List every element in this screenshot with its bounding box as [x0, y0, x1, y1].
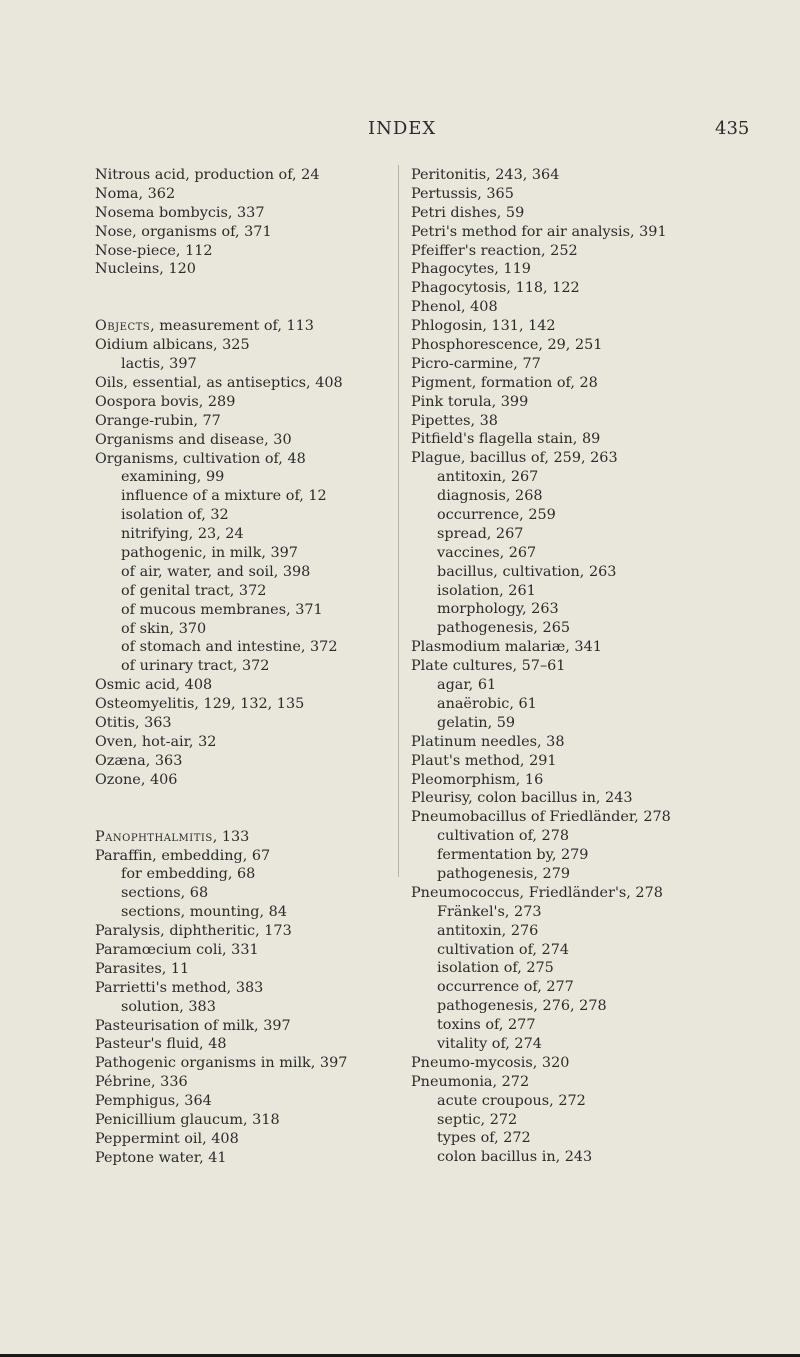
entry-text: of air, water, and soil, 398 — [121, 563, 311, 580]
index-entry — [411, 638, 741, 657]
index-subentry — [411, 600, 741, 619]
entry-text: of genital tract, 372 — [121, 582, 267, 599]
index-subentry — [411, 1148, 741, 1167]
entry-text: of stomach and intestine, 372 — [121, 639, 338, 656]
index-subentry — [95, 865, 395, 884]
index-subentry — [95, 355, 395, 374]
entry-text: nitrifying, 23, 24 — [121, 526, 244, 543]
entry-text: Pipettes, 38 — [411, 412, 498, 429]
entry-text: Peritonitis, 243, 364 — [411, 167, 560, 183]
entry-text: antitoxin, 276 — [437, 922, 539, 939]
entry-text: Pasteur's fluid, 48 — [95, 1036, 227, 1053]
index-entry — [411, 771, 741, 790]
entry-text: Oidium albicans, 325 — [95, 337, 250, 354]
index-entry — [95, 771, 395, 790]
index-entry — [95, 1054, 395, 1073]
index-subentry — [411, 1016, 741, 1035]
index-entry — [411, 657, 741, 676]
index-entry — [95, 204, 395, 223]
entry-text: pathogenesis, 276, 278 — [437, 998, 607, 1015]
column-divider — [398, 165, 399, 877]
entry-text: Petri dishes, 59 — [411, 204, 525, 221]
entry-text: Platinum needles, 38 — [411, 733, 565, 750]
entry-text: anaërobic, 61 — [437, 695, 537, 712]
index-subentry — [411, 525, 741, 544]
entry-text: Pleomorphism, 16 — [411, 771, 544, 788]
entry-text: sections, mounting, 84 — [121, 904, 287, 921]
index-entry — [95, 1130, 395, 1149]
index-subentry — [411, 1092, 741, 1111]
index-subentry — [411, 827, 741, 846]
entry-text: Plague, bacillus of, 259, 263 — [411, 450, 618, 467]
entry-text: Peptone water, 41 — [95, 1149, 227, 1166]
entry-text: vaccines, 267 — [437, 544, 537, 561]
entry-text: Phagocytosis, 118, 122 — [411, 280, 580, 297]
entry-text: Oils, essential, as antiseptics, 408 — [95, 375, 343, 392]
index-column-right — [411, 166, 741, 1167]
index-entry — [411, 449, 741, 468]
page-header — [0, 118, 800, 142]
index-entry — [411, 204, 741, 223]
entry-text: Phenol, 408 — [411, 299, 498, 316]
entry-text: Osmic acid, 408 — [95, 677, 213, 694]
index-subentry — [411, 563, 741, 582]
index-entry — [95, 752, 395, 771]
index-entry — [411, 355, 741, 374]
index-entry — [411, 733, 741, 752]
entry-text: , measurement of, 113 — [150, 318, 314, 335]
index-subentry — [411, 1111, 741, 1130]
index-entry — [95, 1035, 395, 1054]
index-subentry — [411, 695, 741, 714]
index-subentry — [95, 544, 395, 563]
index-entry — [95, 1073, 395, 1092]
index-entry — [411, 430, 741, 449]
index-subentry — [95, 506, 395, 525]
entry-text: solution, 383 — [121, 998, 216, 1015]
entry-text: isolation, 261 — [437, 582, 536, 599]
entry-text: Pébrine, 336 — [95, 1074, 188, 1091]
index-subentry — [411, 959, 741, 978]
index-entry — [95, 260, 395, 279]
index-subentry — [411, 865, 741, 884]
index-subentry — [95, 601, 395, 620]
entry-text: of mucous membranes, 371 — [121, 601, 323, 618]
index-entry — [95, 1149, 395, 1168]
index-entry — [95, 412, 395, 431]
index-entry — [95, 450, 395, 469]
entry-text: septic, 272 — [437, 1111, 518, 1128]
index-subentry — [411, 582, 741, 601]
index-subentry — [95, 525, 395, 544]
entry-text: diagnosis, 268 — [437, 488, 543, 505]
entry-text: cultivation of, 278 — [437, 828, 570, 845]
index-entry — [95, 847, 395, 866]
index-entry — [95, 166, 395, 185]
entry-text: Plate cultures, 57–61 — [411, 658, 566, 675]
entry-text: occurrence, 259 — [437, 507, 556, 524]
index-entry — [411, 1073, 741, 1092]
index-entry — [411, 185, 741, 204]
index-entry — [95, 1017, 395, 1036]
index-subentry — [95, 487, 395, 506]
entry-text: Pneumococcus, Friedländer's, 278 — [411, 884, 663, 901]
entry-text: pathogenic, in milk, 397 — [121, 545, 298, 562]
entry-text: occurrence of, 277 — [437, 979, 574, 996]
entry-text: influence of a mixture of, 12 — [121, 488, 327, 505]
index-subentry — [411, 506, 741, 525]
index-entry — [411, 166, 741, 185]
entry-text: Fränkel's, 273 — [437, 903, 542, 920]
index-entry — [411, 317, 741, 336]
index-subentry — [411, 468, 741, 487]
index-entry — [95, 676, 395, 695]
entry-text: Paraffin, embedding, 67 — [95, 847, 271, 864]
index-subentry — [95, 998, 395, 1017]
entry-text: for embedding, 68 — [121, 866, 256, 883]
entry-text: Osteomyelitis, 129, 132, 135 — [95, 696, 305, 713]
index-entry — [95, 242, 395, 261]
index-entry — [95, 223, 395, 242]
entry-text: Pitfield's flagella stain, 89 — [411, 431, 601, 448]
index-subentry — [95, 563, 395, 582]
entry-text: Parasites, 11 — [95, 960, 190, 977]
index-entry — [95, 1111, 395, 1130]
index-entry — [411, 412, 741, 431]
index-subentry — [411, 903, 741, 922]
entry-text: Otitis, 363 — [95, 715, 172, 732]
entry-text: Ozæna, 363 — [95, 752, 183, 769]
entry-text: isolation of, 275 — [437, 960, 554, 977]
entry-text: Pigment, formation of, 28 — [411, 374, 598, 391]
entry-text: bacillus, cultivation, 263 — [437, 563, 617, 580]
entry-text: Nose, organisms of, 371 — [95, 223, 272, 240]
index-subentry — [411, 997, 741, 1016]
entry-text: Noma, 362 — [95, 185, 176, 202]
entry-text: Peppermint oil, 408 — [95, 1130, 239, 1147]
entry-text: acute croupous, 272 — [437, 1092, 586, 1109]
section-lead-word: Objects — [95, 318, 151, 335]
entry-text: Pertussis, 365 — [411, 185, 514, 202]
entry-text: types of, 272 — [437, 1130, 531, 1147]
index-entry — [411, 298, 741, 317]
index-entry — [411, 1054, 741, 1073]
entry-text: Nose-piece, 112 — [95, 242, 213, 259]
entry-text: Paramœcium coli, 331 — [95, 941, 259, 958]
index-subentry — [95, 657, 395, 676]
entry-text: vitality of, 274 — [437, 1035, 542, 1052]
entry-text: spread, 267 — [437, 525, 524, 542]
index-entry — [95, 960, 395, 979]
page-number: 435 — [715, 118, 750, 139]
index-entry — [411, 789, 741, 808]
index-subentry — [411, 676, 741, 695]
index-entry — [95, 695, 395, 714]
entry-text: Plaut's method, 291 — [411, 752, 557, 769]
entry-text: Parrietti's method, 383 — [95, 979, 264, 996]
index-entry — [95, 431, 395, 450]
index-entry — [95, 979, 395, 998]
entry-text: Orange-rubin, 77 — [95, 412, 221, 429]
index-subentry — [411, 619, 741, 638]
index-subentry — [95, 884, 395, 903]
entry-text: toxins of, 277 — [437, 1017, 536, 1034]
index-entry — [95, 828, 395, 847]
index-subentry — [411, 1035, 741, 1054]
index-entry — [95, 336, 395, 355]
section-lead-word: Panophthalmitis — [95, 828, 213, 845]
index-entry — [411, 242, 741, 261]
index-subentry — [411, 846, 741, 865]
index-subentry — [411, 487, 741, 506]
entry-text: Phagocytes, 119 — [411, 261, 531, 278]
index-entry — [411, 808, 741, 827]
index-subentry — [95, 620, 395, 639]
index-entry — [95, 185, 395, 204]
entry-text: Oven, hot-air, 32 — [95, 733, 217, 750]
index-entry — [95, 1092, 395, 1111]
entry-text: fermentation by, 279 — [437, 847, 589, 864]
entry-text: agar, 61 — [437, 677, 497, 694]
index-subentry — [95, 903, 395, 922]
index-entry — [411, 336, 741, 355]
entry-text: colon bacillus in, 243 — [437, 1149, 593, 1166]
index-entry — [95, 393, 395, 412]
entry-text: antitoxin, 267 — [437, 469, 539, 486]
entry-text: Pasteurisation of milk, 397 — [95, 1017, 291, 1034]
entry-text: Phosphorescence, 29, 251 — [411, 337, 603, 354]
index-entry — [95, 714, 395, 733]
index-subentry — [411, 714, 741, 733]
entry-text: Organisms and disease, 30 — [95, 431, 292, 448]
entry-text: Penicillium glaucum, 318 — [95, 1111, 280, 1128]
entry-text: Pneumonia, 272 — [411, 1073, 530, 1090]
index-subentry — [411, 978, 741, 997]
entry-text: Nosema bombycis, 337 — [95, 204, 265, 221]
entry-text: Petri's method for air analysis, 391 — [411, 223, 667, 240]
entry-text: Organisms, cultivation of, 48 — [95, 450, 306, 467]
index-subentry — [411, 544, 741, 563]
entry-text: examining, 99 — [121, 469, 225, 486]
index-subentry — [411, 941, 741, 960]
entry-text: Pemphigus, 364 — [95, 1093, 212, 1110]
index-subentry — [95, 638, 395, 657]
entry-text: of urinary tract, 372 — [121, 658, 270, 675]
entry-text: Nitrous acid, production of, 24 — [95, 167, 320, 183]
entry-text: Pink torula, 399 — [411, 393, 529, 410]
entry-text: Ozone, 406 — [95, 771, 178, 788]
running-title: INDEX — [368, 118, 437, 139]
entry-text: of skin, 370 — [121, 620, 207, 637]
entry-text: morphology, 263 — [437, 601, 559, 618]
index-entry — [95, 374, 395, 393]
entry-text: Oospora bovis, 289 — [95, 393, 236, 410]
index-entry — [95, 941, 395, 960]
index-subentry — [411, 1129, 741, 1148]
entry-text: isolation of, 32 — [121, 507, 229, 524]
index-subentry — [95, 582, 395, 601]
entry-text: Pleurisy, colon bacillus in, 243 — [411, 790, 633, 807]
entry-text: pathogenesis, 265 — [437, 620, 571, 637]
entry-text: Picro-carmine, 77 — [411, 355, 541, 372]
index-entry — [411, 884, 741, 903]
index-entry — [411, 223, 741, 242]
entry-text: Pfeiffer's reaction, 252 — [411, 242, 578, 259]
index-subentry — [95, 468, 395, 487]
index-entry — [95, 922, 395, 941]
entry-text: Phlogosin, 131, 142 — [411, 318, 556, 335]
index-entry — [411, 279, 741, 298]
index-entry — [411, 393, 741, 412]
entry-text: , 133 — [212, 828, 250, 845]
index-entry — [95, 317, 395, 336]
entry-text: pathogenesis, 279 — [437, 865, 571, 882]
index-entry — [411, 260, 741, 279]
index-entry — [95, 733, 395, 752]
entry-text: Pneumo-mycosis, 320 — [411, 1054, 570, 1071]
index-subentry — [411, 922, 741, 941]
index-entry — [411, 752, 741, 771]
entry-text: Nucleins, 120 — [95, 261, 196, 278]
entry-text: Paralysis, diphtheritic, 173 — [95, 923, 292, 940]
index-entry — [411, 374, 741, 393]
entry-text: Pneumobacillus of Friedländer, 278 — [411, 809, 671, 826]
index-column-left — [95, 166, 395, 1168]
entry-text: lactis, 397 — [121, 356, 197, 373]
entry-text: cultivation of, 274 — [437, 941, 570, 958]
entry-text: sections, 68 — [121, 885, 209, 902]
entry-text: Pathogenic organisms in milk, 397 — [95, 1055, 348, 1072]
entry-text: Plasmodium malariæ, 341 — [411, 639, 602, 656]
entry-text: gelatin, 59 — [437, 714, 516, 731]
